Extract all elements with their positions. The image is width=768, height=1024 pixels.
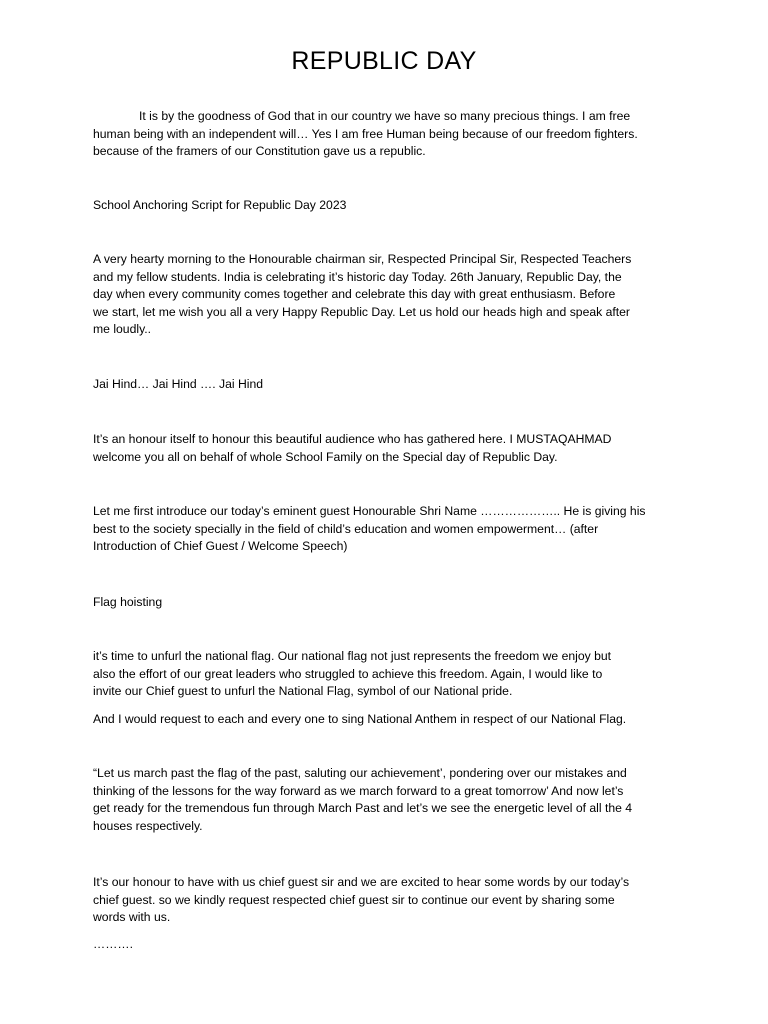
paragraph-line: also the effort of our great leaders who struggled to achieve this freedom. Again, I would like to [93, 666, 603, 681]
paragraph-line: me loudly.. [93, 322, 152, 337]
chief-guest-paragraph [93, 874, 683, 927]
paragraph-line: welcome you all on behalf of whole School Family on the Special day of Republic Day. [93, 449, 558, 464]
guest-intro-paragraph [93, 503, 683, 556]
greeting-paragraph [93, 251, 683, 339]
paragraph-line: Introduction of Chief Guest / Welcome Speech) [93, 539, 348, 554]
paragraph-line: It’s an honour itself to honour this beautiful audience who has gathered here. I MUSTAQAHMAD [93, 432, 612, 446]
welcome-paragraph [93, 431, 683, 466]
paragraph-line: And I would request to each and every one to sing National Anthem in respect of our National Flag. [93, 712, 627, 726]
paragraph-line: ………. [93, 937, 133, 951]
paragraph-line: we start, let me wish you all a very Happy Republic Day. Let us hold our heads high and speak after [93, 304, 630, 319]
page-title: REPUBLIC DAY [291, 47, 477, 75]
paragraph-line: Let me first introduce our today’s eminent guest Honourable Shri Name ……………….. He is giving his [93, 504, 646, 518]
paragraph-line: and my fellow students. India is celebrating it’s historic day Today. 26th January, Republic Day, the [93, 269, 622, 284]
paragraph-line: chief guest. so we kindly request respected chief guest sir to continue our event by sharing some [93, 892, 615, 907]
paragraph-line: day when every community comes together and celebrate this day with great enthusiasm. Before [93, 287, 616, 302]
paragraph-line: A very hearty morning to the Honourable chairman sir, Respected Principal Sir, Respected Teachers [93, 252, 632, 266]
paragraph-line: it’s time to unfurl the national flag. Our national flag not just represents the freedom we enjoy but [93, 649, 612, 663]
anthem-paragraph [93, 711, 683, 729]
paragraph-line: human being with an independent will… Yes I am free Human being because of our freedom fighters. [93, 126, 638, 141]
slogan-line [93, 376, 683, 394]
paragraph-line: thinking of the lessons for the way forward as we march forward to a great tomorrow’ And now let’s [93, 783, 624, 798]
paragraph-line: get ready for the tremendous fun through March Past and let’s we see the energetic level of all the 4 [93, 801, 633, 816]
ellipsis-line [93, 936, 683, 954]
paragraph-line: houses respectively. [93, 818, 203, 833]
flag-hoisting-heading [93, 594, 683, 612]
flag-paragraph [93, 648, 683, 701]
paragraph-line: words with us. [93, 910, 171, 925]
paragraph-line: “Let us march past the flag of the past, saluting our achievement’, pondering over our mistakes and [93, 766, 627, 780]
march-past-paragraph [93, 765, 683, 835]
paragraph-line: It is by the goodness of God that in our country we have so many precious things. I am free [139, 109, 631, 123]
paragraph-line: Jai Hind… Jai Hind …. Jai Hind [93, 377, 264, 391]
paragraph-line: invite our Chief guest to unfurl the National Flag, symbol of our National pride. [93, 684, 513, 699]
paragraph-line: It’s our honour to have with us chief guest sir and we are excited to hear some words by our today’s [93, 875, 630, 889]
script-heading [93, 197, 683, 215]
paragraph-line: School Anchoring Script for Republic Day 2023 [93, 198, 347, 212]
paragraph-line: best to the society specially in the field of child’s education and women empowerment… (after [93, 521, 599, 536]
intro-paragraph [93, 108, 683, 161]
paragraph-line: because of the framers of our Constitution gave us a republic. [93, 144, 426, 159]
paragraph-line: Flag hoisting [93, 595, 163, 609]
